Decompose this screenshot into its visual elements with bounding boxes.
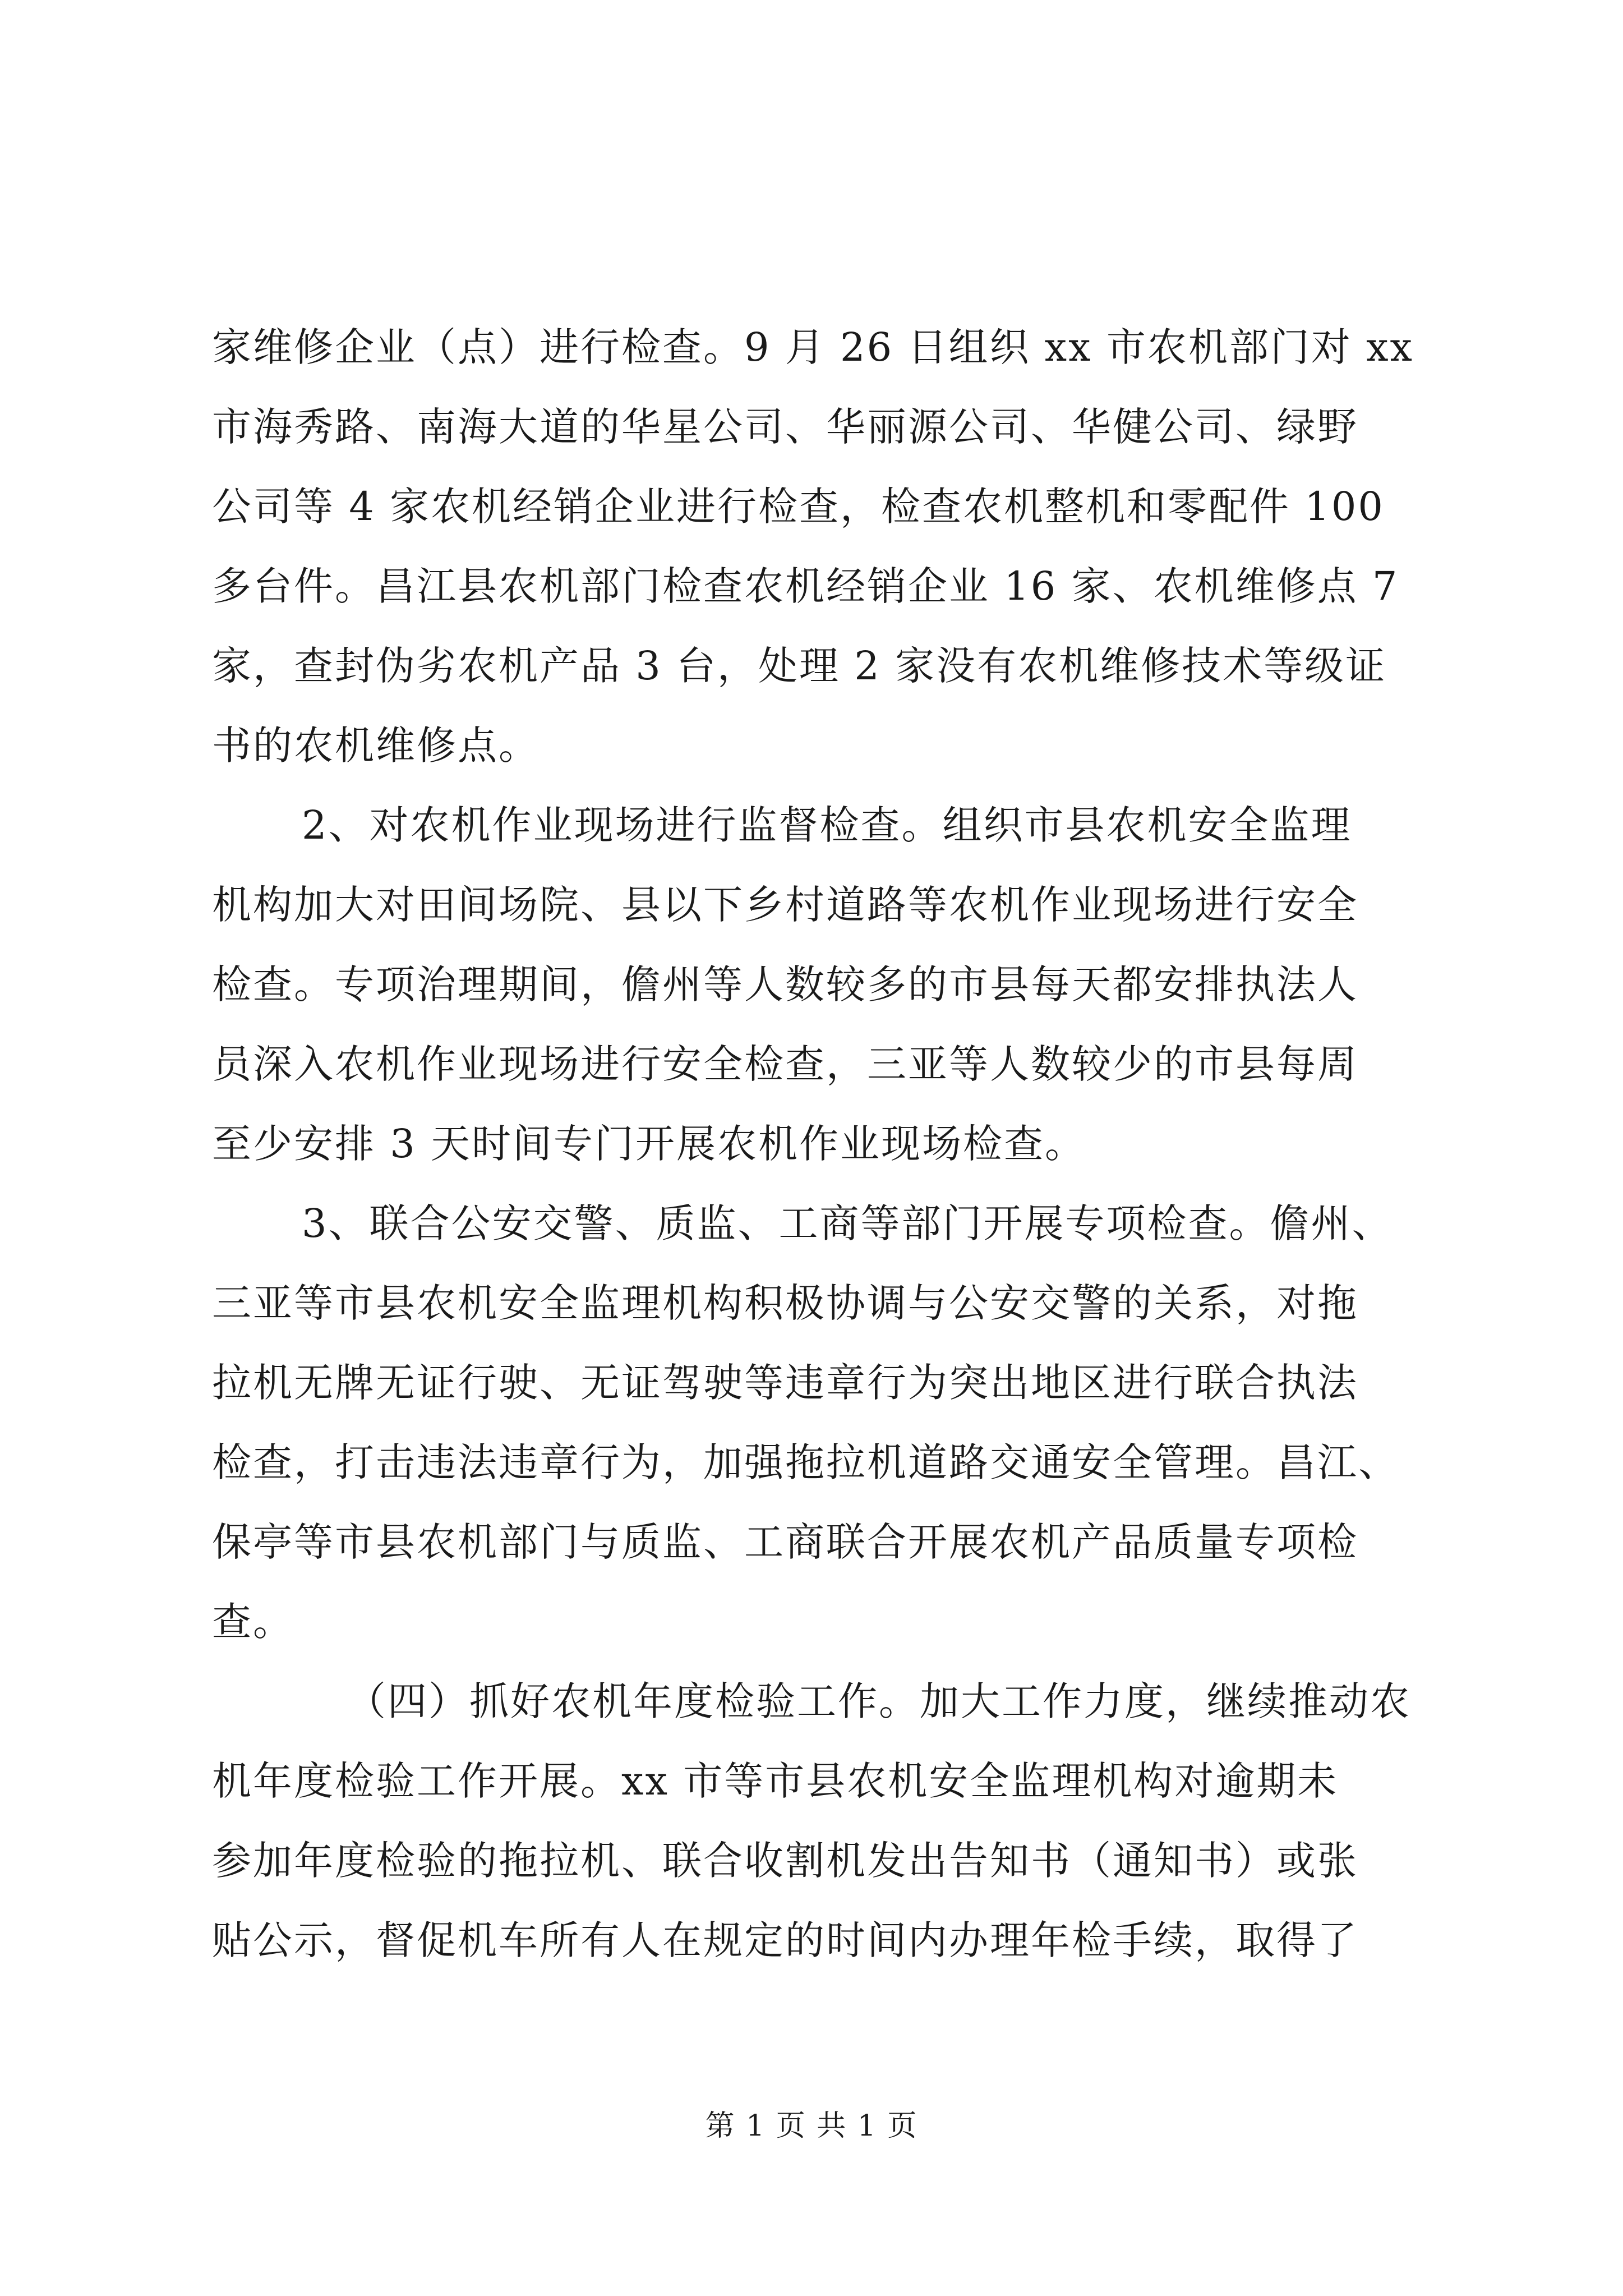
text-line: 检查。专项治理期间，儋州等人数较多的市县每天都安排执法人 <box>212 961 1358 1007</box>
text-line: 检查，打击违法违章行为，加强拖拉机道路交通安全管理。昌江、 <box>212 1439 1399 1485</box>
text-line: 拉机无牌无证行驶、无证驾驶等违章行为突出地区进行联合执法 <box>212 1360 1358 1406</box>
text-line: 公司等 4 家农机经销企业进行检查，检查农机整机和零配件 100 <box>212 484 1385 530</box>
text-line: 员深入农机作业现场进行安全检查，三亚等人数较少的市县每周 <box>212 1041 1358 1087</box>
section-heading-4: （四）抓好农机年度检验工作。加大工作力度，继续推动农 <box>347 1678 1411 1724</box>
text-line: 三亚等市县农机安全监理机构积极协调与公安交警的关系，对拖 <box>212 1280 1358 1326</box>
text-line: 家维修企业（点）进行检查。9 月 26 日组织 xx 市农机部门对 xx <box>212 324 1414 370</box>
body-text <box>212 307 1412 1980</box>
text-line: 机构加大对田间场院、县以下乡村道路等农机作业现场进行安全 <box>212 882 1358 928</box>
page-footer <box>0 2106 1623 2146</box>
text-line: 至少安排 3 天时间专门开展农机作业现场检查。 <box>212 1121 1086 1167</box>
paragraph-heading-3: 3、联合公安交警、质监、工商等部门开展专项检查。儋州、 <box>302 1200 1393 1246</box>
text-line: 保亭等市县农机部门与质监、工商联合开展农机产品质量专项检 <box>212 1519 1358 1565</box>
text-line: 参加年度检验的拖拉机、联合收割机发出告知书（通知书）或张 <box>212 1838 1358 1884</box>
text-line: 贴公示，督促机车所有人在规定的时间内办理年检手续，取得了 <box>212 1917 1358 1963</box>
text-line: 市海秀路、南海大道的华星公司、华丽源公司、华健公司、绿野 <box>212 404 1358 450</box>
paragraph-heading-2: 2、对农机作业现场进行监督检查。组织市县农机安全监理 <box>302 802 1352 848</box>
page-number: 第 1 页 共 1 页 <box>705 2109 918 2143</box>
text-line: 机年度检验工作开展。xx 市等市县农机安全监理机构对逾期未 <box>212 1758 1339 1804</box>
text-line: 多台件。昌江县农机部门检查农机经销企业 16 家、农机维修点 7 <box>212 563 1399 609</box>
text-line: 家，查封伪劣农机产品 3 台，处理 2 家没有农机维修技术等级证 <box>212 643 1387 689</box>
text-line: 书的农机维修点。 <box>212 723 540 769</box>
text-line: 查。 <box>212 1599 294 1645</box>
